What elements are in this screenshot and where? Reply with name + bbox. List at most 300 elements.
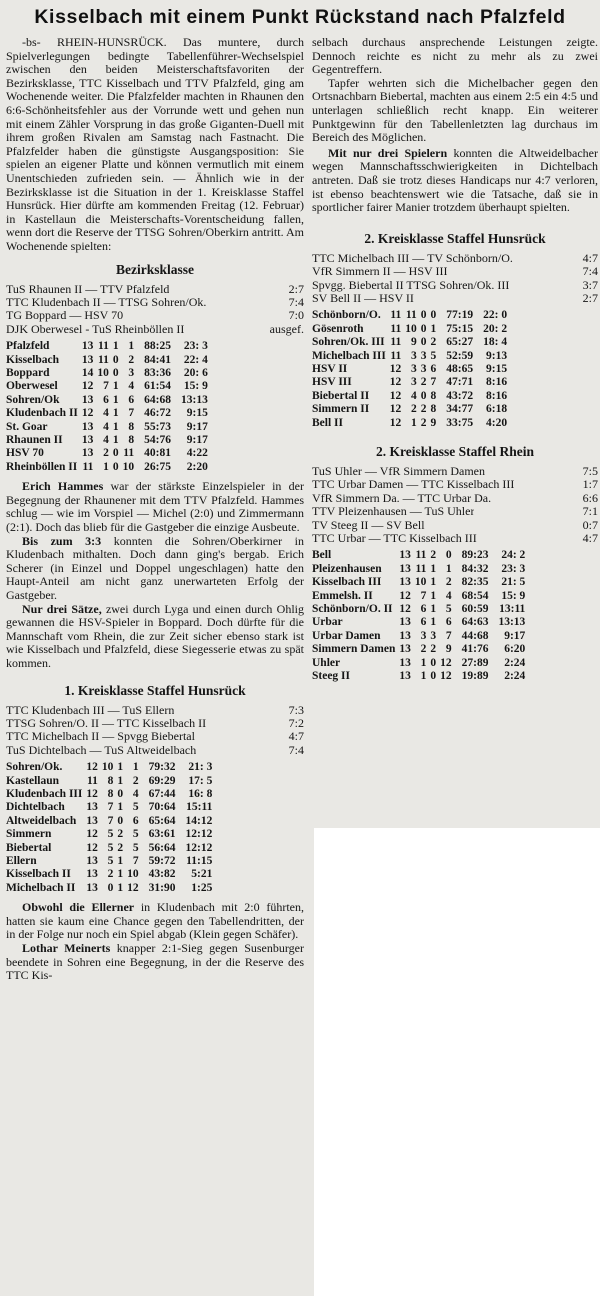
- standings-cell-sp: 13: [399, 562, 411, 575]
- standings-cell-l: 6: [128, 393, 135, 406]
- standings-cell-d: 3: [420, 349, 427, 362]
- standings-cell-d: 2: [430, 549, 437, 562]
- standings-cell-sp: 13: [399, 629, 411, 642]
- standings-cell-pts: 11:15: [186, 854, 213, 867]
- standings-cell-d: 1: [117, 761, 124, 774]
- standings-cell-team: Dichtelbach: [6, 801, 65, 814]
- standings-cell-team: Altweidelbach: [6, 814, 77, 827]
- standings-cell-sp: 14: [81, 366, 94, 379]
- match-score: 3:7: [582, 277, 598, 292]
- match-label: TG Boppard — HSV 70: [6, 309, 124, 323]
- standings-cell-pts: 17: 5: [188, 774, 213, 787]
- standings-cell-games: 83:36: [144, 366, 171, 379]
- standings-cell-w: 1: [420, 656, 427, 669]
- standings-cell-sp: 12: [81, 380, 94, 393]
- standings-cell-sp: 12: [86, 787, 98, 800]
- standings-cell-pts: 18: 4: [483, 336, 508, 349]
- standings-cell-sp: 11: [390, 349, 402, 362]
- standings-cell-team: Boppard: [6, 366, 50, 379]
- standings-cell-games: 82:35: [461, 576, 489, 589]
- table-row: [312, 643, 525, 656]
- standings-cell-games: 68:54: [461, 589, 489, 602]
- intro-paragraph: -bs- RHEIN-HUNSRÜCK. Das muntere, durch Spielverlegungen bedingte Tabellenführer-Wechselspiel zwischen den beiden Meisterschaftsfavoriten der Bezirksklasse, TTC Kisselbach und TTV Pfalzfeld, ging am Wochenende weiter. Die Pfalzfelder machten in Rhaunen den 6:6-Schönheitsfehler aus der Vorrunde wett und gehen nun mit einem Zähler Vorsprung in das große Giganten-Duell mit ihrem großen Rivalen am Samstag nach Fastnacht. Die Pfalzfelder haben die günstigste Ausgangsposition: Sie spielen an eigener Platte und können vermutlich mit einem Unentschieden zufrieden sein. — Ähnlich wie in der Bezirksklasse ist die Situation in der 1. Kreisklasse Staffel Hunsrück. Hier dürfte am kommenden Freitag (12. Februar) in Kastellaun die Meisterschafts-Vorentscheidung fallen, wenn dort die Reserve der TTSG Sohren/Oberkirn antritt. Am Wochenende spielten:: [6, 35, 304, 253]
- standings-cell-sp: 12: [399, 589, 411, 602]
- standings-cell-w: 11: [405, 309, 417, 322]
- match-score: 4:7: [582, 250, 598, 265]
- standings-cell-pts: 15:11: [186, 801, 213, 814]
- standings-cell-l: 12: [440, 670, 452, 683]
- standings-cell-l: 1: [132, 761, 139, 774]
- result-row: [6, 296, 304, 309]
- standings-cell-games: 43:72: [446, 389, 474, 402]
- standings-cell-games: 55:73: [144, 420, 171, 433]
- standings-cell-w: 2: [420, 643, 427, 656]
- standings-cell-l: 9: [430, 416, 437, 429]
- standings-cell-sp: 11: [82, 460, 94, 473]
- standings-cell-d: 1: [112, 433, 119, 446]
- match-label: TTV Pleizenhausen — TuS Uhler: [312, 505, 475, 519]
- standings-cell-team: Ellern: [6, 854, 37, 867]
- standings-cell-l: 5: [430, 349, 437, 362]
- standings-cell-team: Kisselbach: [6, 353, 60, 366]
- table-row: [312, 670, 525, 683]
- standings-table: [312, 549, 525, 683]
- standings-cell-w: 1: [411, 416, 417, 429]
- standings-cell-l: 7: [445, 629, 452, 642]
- standings-cell-team: Pfalzfeld: [6, 340, 50, 353]
- standings-cell-d: 0: [420, 322, 427, 335]
- results-list: [6, 283, 304, 337]
- result-row: [312, 265, 598, 278]
- match-score: 7:4: [288, 294, 304, 309]
- standings-cell-w: 10: [414, 576, 427, 589]
- standings-cell-w: 1: [420, 670, 427, 683]
- standings-cell-games: 70:64: [148, 801, 176, 814]
- result-row: [312, 478, 598, 491]
- standings-cell-games: 84:41: [144, 353, 171, 366]
- standings-cell-games: 56:64: [148, 841, 176, 854]
- standings-cell-d: 3: [430, 629, 437, 642]
- table-row: [312, 630, 525, 643]
- standings-cell-games: 88:25: [144, 340, 171, 353]
- standings-cell-pts: 8:16: [486, 376, 508, 389]
- standings-cell-team: Schönborn/O.: [312, 309, 381, 322]
- standings-cell-team: Kludenbach III: [6, 787, 83, 800]
- standings-cell-l: 7: [128, 407, 135, 420]
- standings-cell-w: 2: [411, 403, 417, 416]
- standings-cell-sp: 11: [390, 336, 402, 349]
- standings-cell-games: 52:59: [446, 349, 474, 362]
- table-row: [6, 815, 212, 828]
- left-column: [6, 36, 304, 983]
- standings-cell-l: 2: [132, 774, 139, 787]
- match-score: 1:7: [582, 477, 598, 492]
- standings-cell-w: 11: [98, 353, 109, 366]
- standings-cell-w: 10: [405, 322, 417, 335]
- standings-cell-d: 1: [117, 854, 124, 867]
- standings-cell-team: Biebertal: [6, 841, 52, 854]
- standings-cell-l: 11: [123, 447, 135, 460]
- match-label: TV Steeg II — SV Bell: [312, 518, 425, 532]
- standings-cell-team: Rhaunen II: [6, 433, 63, 446]
- standings-cell-l: 2: [128, 353, 135, 366]
- standings-table: [6, 340, 208, 474]
- standings-cell-team: Michelbach III: [312, 349, 386, 362]
- standings-cell-pts: 6:18: [486, 403, 508, 416]
- standings-cell-d: 0: [117, 814, 124, 827]
- table-row: [6, 367, 208, 380]
- standings-cell-sp: 12: [389, 416, 402, 429]
- standings-cell-l: 12: [127, 881, 139, 894]
- table-row: [312, 336, 507, 349]
- standings-cell-games: 77:19: [446, 309, 474, 322]
- standings-cell-team: Uhler: [312, 656, 341, 669]
- match-score: 2:7: [582, 290, 598, 305]
- standings-cell-w: 4: [411, 389, 417, 402]
- standings-cell-sp: 12: [399, 603, 411, 616]
- match-label: TTC Michelbach III — TV Schönborn/O.: [312, 251, 513, 265]
- standings-cell-w: 0: [107, 881, 114, 894]
- standings-cell-l: 4: [128, 380, 135, 393]
- standings-cell-w: 5: [107, 841, 114, 854]
- standings-cell-pts: 23: 3: [183, 340, 208, 353]
- match-label: TTC Kludenbach III — TuS Ellern: [6, 703, 175, 717]
- standings-cell-w: 6: [420, 616, 427, 629]
- standings-cell-pts: 14:12: [185, 814, 213, 827]
- standings-cell-l: 8: [128, 420, 135, 433]
- standings-cell-d: 0: [112, 353, 119, 366]
- match-label: TuS Uhler — VfR Simmern Damen: [312, 465, 486, 478]
- paragraph: Nur drei Sätze, zwei durch Lyga und einen durch Ohlig gewannen die HSV-Spieler in Boppard. Doch dürfte für die Mannschaft vom Rhein, die zur Zeit sicher ebenso stark ist wie Kisselbach und Pfalzfeld, diese Siegesserie etwas zu spät kommen.: [6, 601, 304, 670]
- standings-cell-pts: 12:12: [185, 841, 213, 854]
- standings-cell-games: 33:75: [446, 416, 474, 429]
- standings-cell-d: 1: [430, 603, 437, 616]
- match-label: TTC Kludenbach II — TTSG Sohren/Ok.: [6, 295, 207, 309]
- section-title-bezirksklasse: Bezirksklasse: [115, 261, 194, 277]
- standings-cell-team: Urbar: [312, 616, 343, 629]
- standings-cell-d: 0: [420, 309, 427, 322]
- standings-cell-l: 2: [430, 336, 437, 349]
- standings-cell-team: Bell: [312, 549, 332, 562]
- result-row: [312, 279, 598, 292]
- standings-cell-sp: 11: [390, 309, 402, 322]
- standings-cell-w: 8: [107, 774, 114, 787]
- standings-cell-l: 4: [132, 787, 139, 800]
- standings-cell-sp: 13: [81, 433, 94, 446]
- standings-cell-w: 3: [411, 362, 417, 375]
- match-label: VfR Simmern Da. — TTC Urbar Da.: [312, 491, 492, 505]
- standings-cell-l: 10: [122, 460, 135, 473]
- match-score: 7:2: [288, 715, 304, 730]
- table-row: [6, 801, 212, 814]
- match-score: 7:5: [582, 464, 598, 478]
- table-row: [312, 603, 525, 616]
- standings-cell-pts: 20: 6: [183, 366, 208, 379]
- result-row: [312, 492, 598, 505]
- standings-cell-l: 5: [132, 841, 139, 854]
- standings-cell-pts: 9:13: [486, 349, 508, 362]
- standings-cell-pts: 8:16: [486, 389, 508, 402]
- standings-cell-pts: 2:24: [504, 670, 526, 683]
- standings-cell-l: 0: [430, 309, 437, 322]
- table-row: [312, 417, 507, 430]
- paragraph: Bis zum 3:3 konnten die Sohren/Oberkirner in Kludenbach mithalten. Doch dann ging's bergab. Erich Scherer (in Einzel und Doppel ungeschlagen) hatte den Haupt-Anteil am nicht ganz unerwarteten Erfolg der Gastgeber.: [6, 533, 304, 602]
- result-row: [6, 309, 304, 322]
- standings-cell-games: 79:32: [148, 761, 176, 774]
- standings-cell-sp: 12: [389, 362, 402, 375]
- standings-cell-sp: 13: [86, 801, 98, 814]
- standings-cell-pts: 13:13: [181, 393, 208, 406]
- standings-cell-d: 1: [117, 801, 124, 814]
- table-row: [312, 350, 507, 363]
- standings-cell-games: 89:23: [461, 549, 489, 562]
- standings-cell-team: Kisselbach III: [312, 576, 382, 589]
- standings-cell-team: Michelbach II: [6, 881, 76, 894]
- standings-cell-games: 84:32: [461, 562, 489, 575]
- headline: Kisselbach mit einem Punkt Rückstand nach Pfalzfeld: [34, 6, 566, 28]
- standings-cell-w: 7: [107, 814, 114, 827]
- table-row: [312, 616, 525, 629]
- match-label: VfR Simmern II — HSV III: [312, 265, 448, 279]
- result-row: [6, 283, 304, 296]
- standings-cell-d: 1: [117, 774, 124, 787]
- standings-cell-pts: 4:22: [186, 447, 208, 460]
- match-label: TTC Michelbach II — Spvgg Biebertal: [6, 730, 195, 744]
- standings-cell-sp: 13: [81, 420, 94, 433]
- result-row: [312, 465, 598, 478]
- paragraph: Tapfer wehrten sich die Michelbacher gegen den Ortsnachbarn Biebertal, machten aus einem 2:5 ein 4:5 und unterlagen schließlich recht knapp. Ein weiterer Punktgewinn für den Tabellenletzten lag durchaus im Bereich des Möglichen.: [312, 75, 598, 145]
- match-score: 7:4: [582, 264, 598, 279]
- standings-cell-d: 1: [117, 881, 124, 894]
- standings-cell-games: 64:63: [461, 616, 489, 629]
- match-score: 4:7: [582, 531, 598, 546]
- section-title-2-kreisklasse-rhein: 2. Kreisklasse Staffel Rhein: [376, 444, 534, 459]
- standings-cell-pts: 9:15: [486, 362, 508, 375]
- table-row: [6, 761, 212, 774]
- standings-cell-team: Urbar Damen: [312, 629, 381, 642]
- standings-cell-w: 8: [107, 787, 114, 800]
- standings-cell-l: 3: [128, 366, 135, 379]
- standings-cell-w: 4: [103, 407, 109, 420]
- standings-cell-sp: 13: [399, 616, 411, 629]
- standings-cell-l: 7: [132, 854, 139, 867]
- standings-cell-d: 2: [420, 403, 427, 416]
- standings-cell-d: 0: [430, 656, 437, 669]
- standings-cell-l: 6: [132, 814, 139, 827]
- standings-cell-pts: 5:21: [191, 868, 213, 881]
- match-label: Spvgg. Biebertal II TTSG Sohren/Ok. III: [312, 278, 510, 292]
- standings-cell-pts: 22: 4: [183, 353, 208, 366]
- standings-cell-sp: 12: [81, 407, 94, 420]
- standings-cell-l: 1: [430, 322, 437, 335]
- result-row: [6, 717, 304, 730]
- match-score: ausgef.: [269, 321, 304, 336]
- table-row: [6, 434, 208, 447]
- standings-table: [6, 761, 212, 895]
- standings-cell-d: 1: [117, 868, 124, 881]
- standings-cell-pts: 1:25: [191, 881, 213, 894]
- standings-cell-games: 65:27: [446, 336, 474, 349]
- standings-cell-w: 5: [107, 828, 114, 841]
- standings-cell-sp: 13: [81, 340, 94, 353]
- table-row: [6, 407, 208, 420]
- table-row: [312, 363, 507, 376]
- table-row: [6, 447, 208, 460]
- result-row: [6, 323, 304, 336]
- standings-cell-games: 47:71: [446, 376, 474, 389]
- standings-cell-w: 1: [103, 460, 109, 473]
- standings-cell-games: 59:72: [148, 854, 176, 867]
- table-row: [312, 590, 525, 603]
- standings-cell-team: Gösenroth: [312, 322, 364, 335]
- table-row: [312, 563, 525, 576]
- standings-cell-d: 0: [112, 447, 119, 460]
- standings-cell-l: 5: [132, 801, 139, 814]
- standings-cell-l: 6: [430, 362, 437, 375]
- table-row: [312, 390, 507, 403]
- standings-cell-l: 4: [445, 589, 452, 602]
- standings-cell-sp: 11: [87, 774, 98, 787]
- standings-cell-sp: 13: [399, 656, 411, 669]
- paragraph: Mit nur drei Spielern konnten die Altweidelbacher wegen Mannschaftsschwierigkeiten in Dichtelbach antreten. Daß sie trotz dieses Handicaps nur 4:7 verloren, ist ebenso beachtenswert wie die Tatsache, daß sie in sportlicher fairer Manier trotzdem überhaupt spielten.: [312, 145, 599, 215]
- standings-cell-games: 27:89: [461, 656, 489, 669]
- standings-cell-team: Sohren/Ok.: [6, 761, 63, 774]
- standings-cell-pts: 9:17: [186, 433, 208, 446]
- standings-cell-sp: 12: [86, 841, 98, 854]
- standings-cell-sp: 13: [399, 670, 411, 683]
- standings-cell-games: 75:15: [446, 322, 474, 335]
- match-label: SV Bell II — HSV II: [312, 291, 414, 305]
- table-row: [6, 775, 212, 788]
- standings-cell-sp: 12: [86, 828, 98, 841]
- standings-cell-sp: 13: [81, 353, 94, 366]
- table-row: [6, 828, 212, 841]
- standings-cell-l: 2: [445, 576, 452, 589]
- table-row: [312, 376, 507, 389]
- result-row: [312, 252, 598, 265]
- result-row: [6, 730, 304, 743]
- standings-cell-games: 67:44: [148, 787, 176, 800]
- standings-cell-d: 1: [112, 393, 119, 406]
- standings-cell-pts: 21: 5: [501, 576, 526, 589]
- standings-cell-w: 6: [420, 603, 427, 616]
- standings-cell-team: Bell II: [312, 416, 343, 429]
- standings-cell-pts: 6:20: [504, 643, 526, 656]
- standings-cell-l: 6: [445, 616, 452, 629]
- match-score: 7:3: [288, 702, 304, 717]
- standings-cell-games: 60:59: [461, 603, 489, 616]
- standings-cell-sp: 13: [86, 854, 98, 867]
- result-row: [312, 519, 598, 532]
- table-row: [312, 576, 525, 589]
- standings-cell-w: 5: [107, 854, 114, 867]
- standings-cell-d: 1: [112, 380, 119, 393]
- paragraph: selbach durchaus ansprechende Leistungen zeigte. Dennoch reichte es nicht zu mehr als zu zwei Gegentreffern.: [312, 35, 598, 77]
- standings-cell-pts: 9:15: [186, 407, 208, 420]
- table-row: [6, 421, 208, 434]
- table-row: [312, 657, 525, 670]
- table-row: [6, 842, 212, 855]
- table-row: [6, 882, 212, 895]
- standings-cell-l: 5: [132, 828, 139, 841]
- standings-cell-w: 10: [101, 761, 114, 774]
- standings-cell-w: 2: [107, 868, 114, 881]
- standings-cell-pts: 2:20: [186, 460, 208, 473]
- standings-cell-games: 19:89: [461, 670, 489, 683]
- match-label: DJK Oberwesel - TuS Rheinböllen II: [6, 322, 185, 336]
- standings-cell-d: 3: [420, 362, 427, 375]
- standings-cell-l: 7: [430, 376, 437, 389]
- standings-cell-games: 69:29: [148, 774, 176, 787]
- standings-cell-pts: 15: 9: [501, 589, 526, 602]
- match-label: TTSG Sohren/O. II — TTC Kisselbach II: [6, 716, 207, 730]
- standings-cell-team: HSV III: [312, 376, 352, 389]
- standings-cell-team: Biebertal II: [312, 389, 370, 402]
- standings-cell-w: 10: [97, 366, 109, 379]
- standings-cell-games: 48:65: [446, 362, 474, 375]
- match-score: 4:7: [288, 729, 304, 744]
- results-list: [6, 704, 304, 758]
- standings-cell-d: 2: [117, 828, 124, 841]
- standings-cell-w: 7: [107, 801, 114, 814]
- section-title-1-kreisklasse-hunsrueck: 1. Kreisklasse Staffel Hunsrück: [64, 682, 246, 698]
- standings-cell-sp: 12: [389, 403, 402, 416]
- match-score: 0:7: [582, 517, 598, 532]
- standings-cell-w: 3: [411, 376, 417, 389]
- match-label: TuS Rhaunen II — TTV Pfalzfeld: [6, 282, 170, 296]
- table-row: [312, 323, 507, 336]
- standings-cell-sp: 13: [81, 447, 94, 460]
- standings-cell-games: 41:76: [461, 643, 489, 656]
- standings-cell-team: Simmern Damen: [312, 643, 396, 656]
- standings-cell-sp: 13: [399, 643, 411, 656]
- standings-cell-sp: 12: [389, 389, 402, 402]
- result-row: [312, 505, 598, 518]
- standings-cell-d: 0: [420, 336, 427, 349]
- standings-cell-w: 7: [420, 589, 427, 602]
- standings-cell-sp: 11: [390, 322, 402, 335]
- standings-cell-l: 8: [430, 403, 437, 416]
- standings-cell-w: 4: [103, 433, 109, 446]
- standings-cell-team: HSV II: [312, 362, 348, 375]
- standings-cell-w: 11: [98, 340, 109, 353]
- standings-cell-pts: 23: 3: [501, 562, 526, 575]
- standings-cell-d: 1: [112, 340, 119, 353]
- standings-cell-pts: 2:24: [504, 656, 526, 669]
- table-row: [6, 461, 208, 474]
- standings-cell-games: 46:72: [144, 407, 171, 420]
- standings-cell-pts: 15: 9: [183, 380, 208, 393]
- match-score: 2:7: [288, 281, 304, 296]
- standings-cell-l: 0: [445, 549, 452, 562]
- standings-cell-d: 0: [112, 460, 119, 473]
- standings-cell-team: Steeg II: [312, 670, 351, 683]
- standings-cell-d: 2: [117, 841, 124, 854]
- results-list: [312, 465, 598, 545]
- standings-cell-team: Emmelsh. II: [312, 589, 373, 602]
- standings-cell-team: Kludenbach II: [6, 407, 78, 420]
- standings-cell-team: Pleizenhausen: [312, 562, 382, 575]
- standings-cell-d: 1: [430, 562, 437, 575]
- standings-cell-sp: 12: [389, 376, 402, 389]
- standings-cell-sp: 13: [399, 549, 411, 562]
- table-row: [6, 340, 208, 353]
- result-row: [312, 292, 598, 305]
- results-list: [312, 252, 598, 306]
- match-score: 7:4: [288, 742, 304, 757]
- standings-cell-w: 3: [420, 629, 427, 642]
- standings-cell-team: St. Goar: [6, 420, 48, 433]
